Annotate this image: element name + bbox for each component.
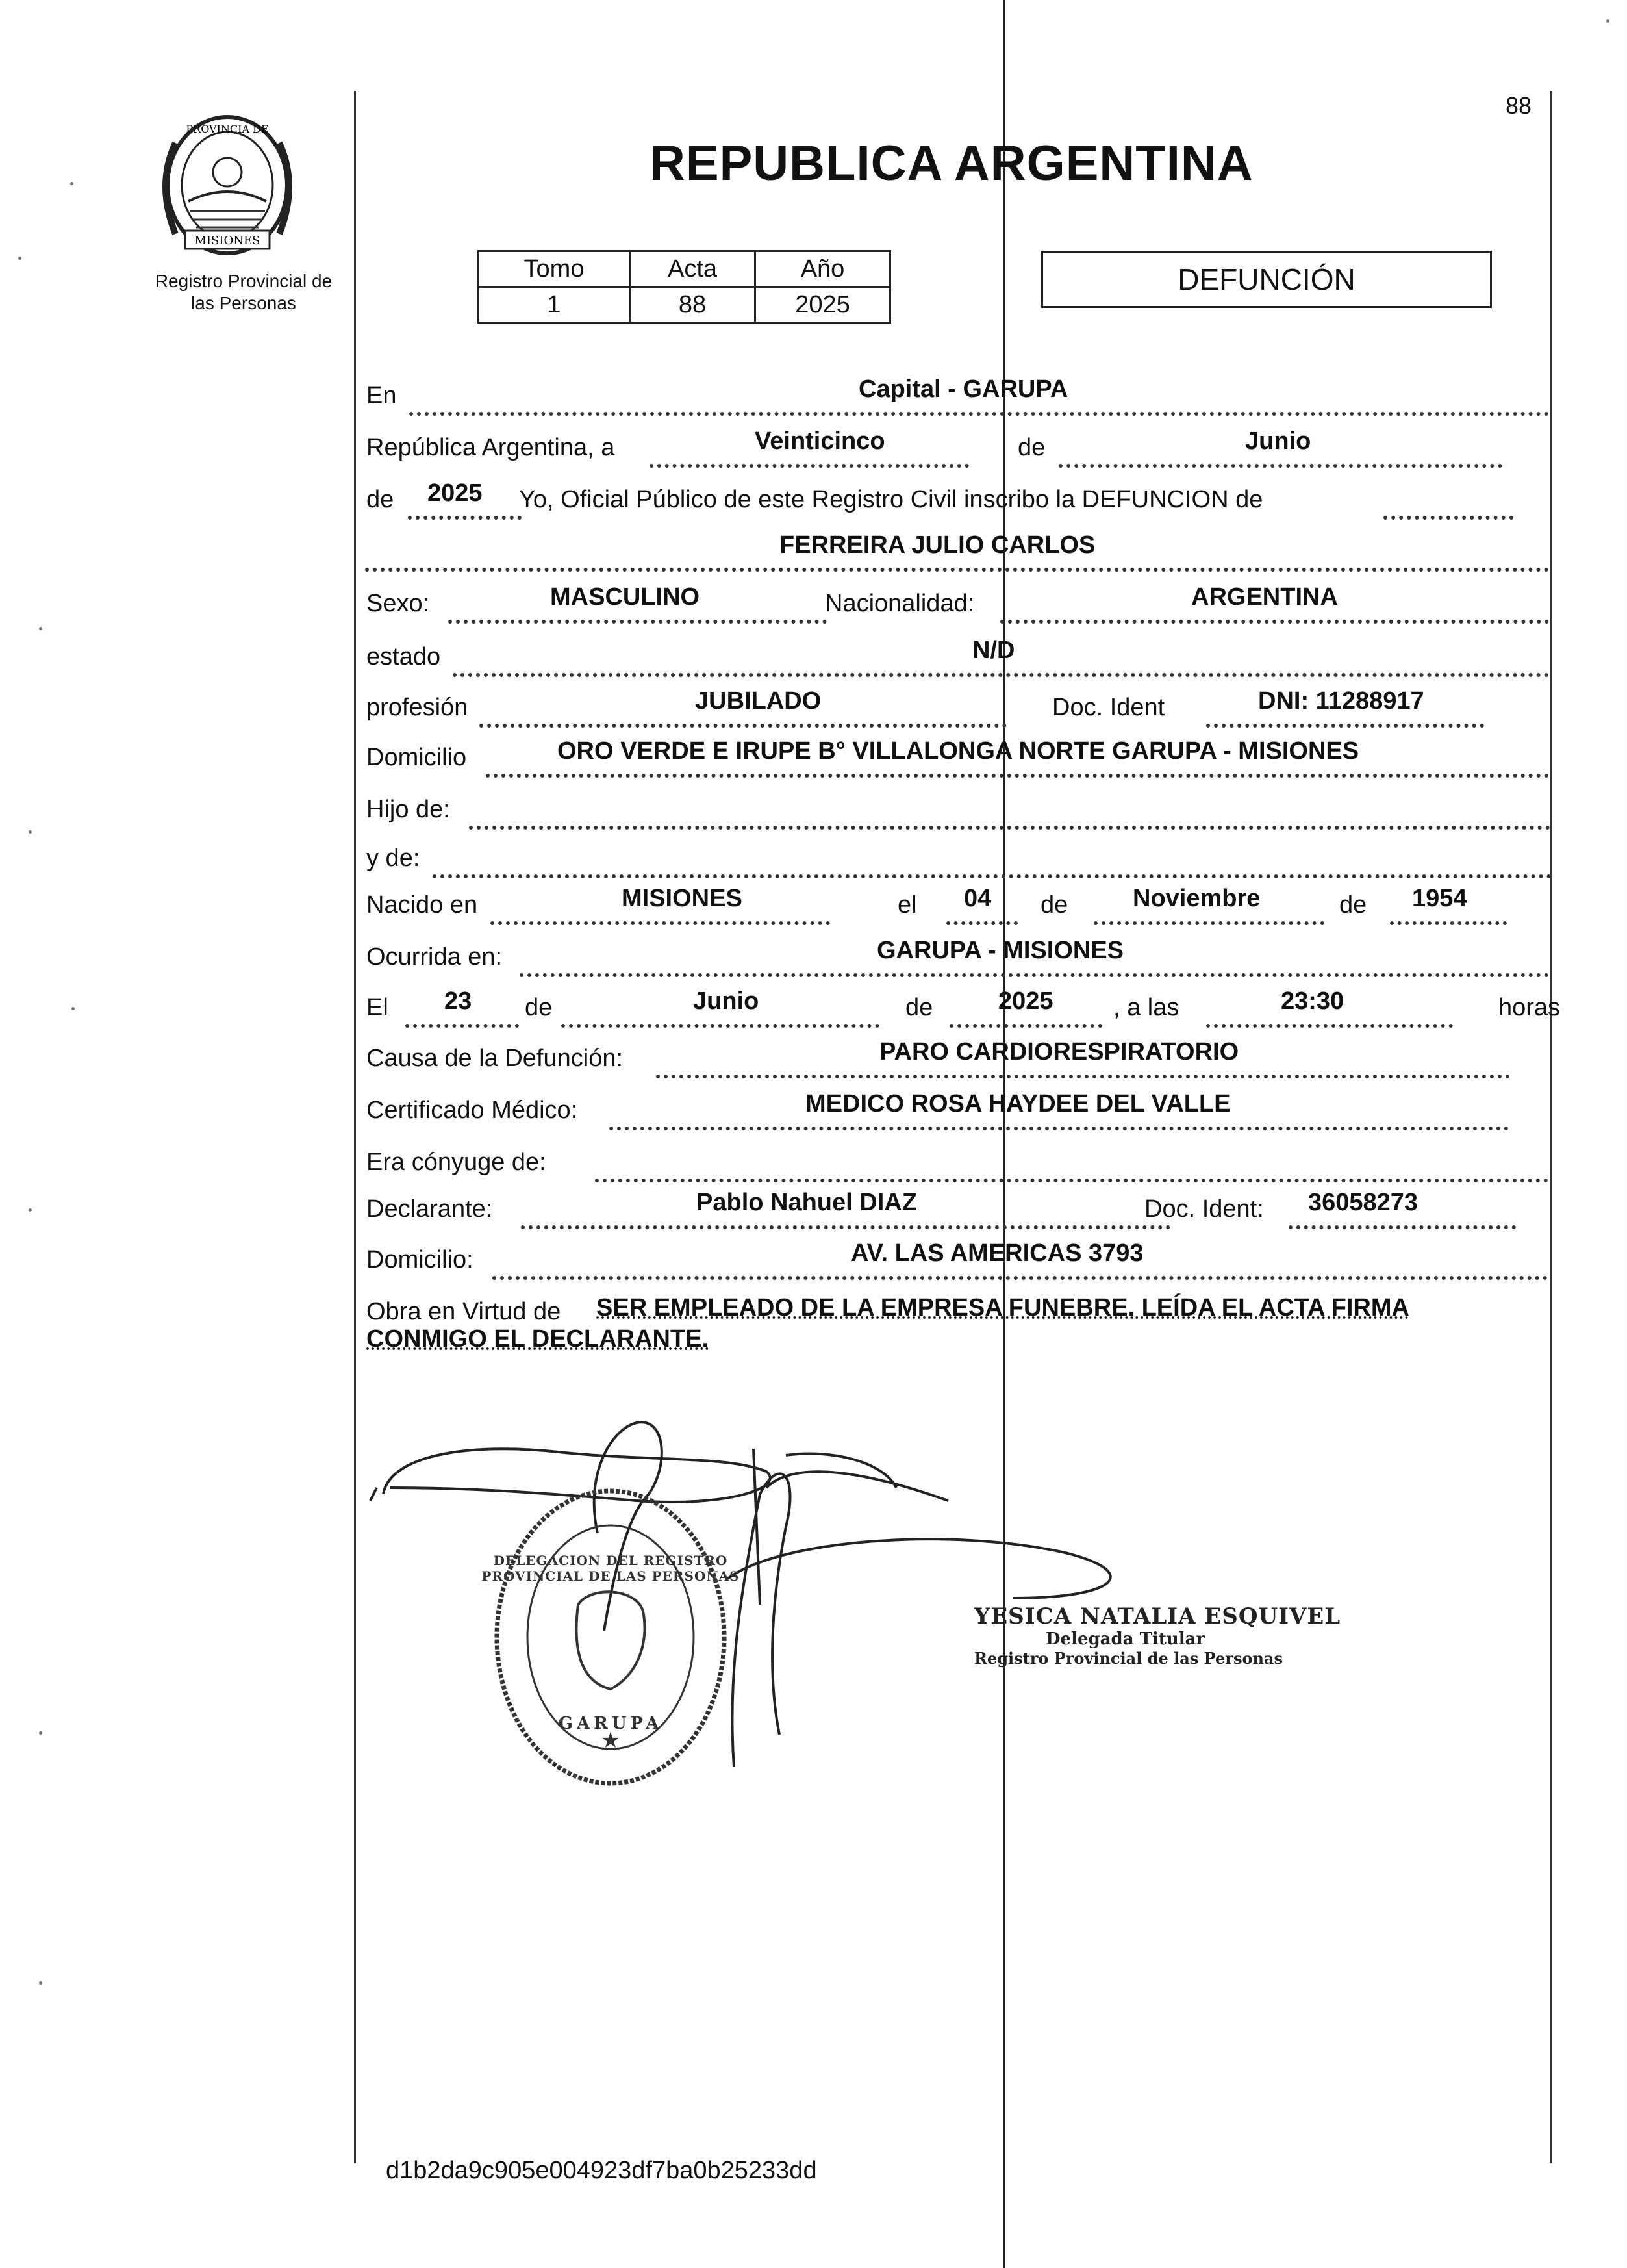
row-domicilio xyxy=(365,737,1550,778)
birth-month: Noviembre xyxy=(1133,885,1261,912)
death-month: Junio xyxy=(693,987,759,1015)
acta-header: Acta xyxy=(630,251,755,287)
el-label: el xyxy=(898,891,917,919)
dotted-line xyxy=(656,1075,1510,1078)
row-certificado xyxy=(365,1090,1550,1130)
dotted-line xyxy=(561,1024,879,1028)
de-label: de xyxy=(1018,434,1046,461)
domicilio-value: ORO VERDE E IRUPE B° VILLALONGA NORTE GARUPA - MISIONES xyxy=(557,737,1359,765)
conyuge-label: Era cónyuge de: xyxy=(366,1149,546,1176)
scan-speck xyxy=(70,182,73,185)
signatory-name: YESICA NATALIA ESQUIVEL xyxy=(974,1603,1341,1629)
row-hijo xyxy=(365,789,1550,830)
row-sexo xyxy=(365,583,1550,624)
declarante-value: Pablo Nahuel DIAZ xyxy=(696,1189,917,1216)
obra-value-line1: SER EMPLEADO DE LA EMPRESA FUNEBRE. LEÍDA EL ACTA FIRMA xyxy=(596,1294,1409,1321)
tomo-header: Tomo xyxy=(479,251,630,287)
obra-value-line2: CONMIGO EL DECLARANTE. xyxy=(366,1325,709,1353)
day-value: Veinticinco xyxy=(755,427,885,455)
death-day: 23 xyxy=(444,987,472,1015)
profesion-value: JUBILADO xyxy=(695,687,822,715)
yde-label: y de: xyxy=(366,845,420,872)
row-causa xyxy=(365,1038,1550,1078)
row-declarante-domicilio xyxy=(365,1240,1550,1280)
nacionalidad-value: ARGENTINA xyxy=(1191,583,1338,611)
certificado-value: MEDICO ROSA HAYDEE DEL VALLE xyxy=(805,1090,1231,1117)
reference-header-row xyxy=(479,251,890,287)
page-number: 88 xyxy=(1506,92,1532,119)
alas-label: , a las xyxy=(1113,994,1179,1021)
anio-header: Año xyxy=(755,251,890,287)
dotted-line xyxy=(1289,1225,1516,1229)
signatory-role: Delegada Titular xyxy=(1046,1629,1205,1649)
reference-table xyxy=(477,250,891,324)
seal-ring-text: DELEGACION DEL REGISTRO PROVINCIAL DE LAS PERSONAS xyxy=(481,1553,740,1584)
scan-speck xyxy=(18,257,21,260)
document-type-box: DEFUNCIÓN xyxy=(1041,251,1492,308)
declarante-label: Declarante: xyxy=(366,1195,493,1223)
dotted-line xyxy=(448,620,827,624)
profesion-label: profesión xyxy=(366,694,468,721)
nacionalidad-label: Nacionalidad: xyxy=(825,590,975,617)
left-margin-line xyxy=(354,91,356,2163)
logo-text-top: PROVINCIA DE xyxy=(186,123,269,135)
coat-of-arms-icon xyxy=(149,104,305,266)
reference-value-row xyxy=(479,287,890,323)
scan-speck xyxy=(39,1981,42,1985)
document-hash: d1b2da9c905e004923df7ba0b25233dd xyxy=(386,2157,817,2184)
el-upper-label: El xyxy=(366,994,388,1021)
acta-value: 88 xyxy=(630,287,755,323)
dotted-line xyxy=(1390,921,1507,925)
causa-value: PARO CARDIORESPIRATORIO xyxy=(879,1038,1239,1065)
dotted-line xyxy=(405,1024,519,1028)
en-value: Capital - GARUPA xyxy=(859,376,1068,403)
row-nacido xyxy=(365,885,1550,925)
row-profesion xyxy=(365,687,1550,728)
birth-de2-label: de xyxy=(1339,891,1367,919)
birth-de1-label: de xyxy=(1041,891,1068,919)
birth-year: 1954 xyxy=(1412,885,1467,912)
scan-fold-line xyxy=(1003,0,1005,2268)
dotted-line xyxy=(520,973,1549,977)
scan-speck xyxy=(71,1007,75,1010)
dotted-line xyxy=(1206,1024,1453,1028)
dotted-line xyxy=(409,412,1549,416)
registry-label-line2: las Personas xyxy=(191,293,296,313)
sexo-label: Sexo: xyxy=(366,590,430,617)
registry-label xyxy=(136,270,351,314)
signatory-office: Registro Provincial de las Personas xyxy=(974,1649,1283,1668)
dotted-line xyxy=(521,1225,1170,1229)
tomo-value: 1 xyxy=(479,287,630,323)
month-value: Junio xyxy=(1245,427,1311,455)
row-en xyxy=(365,376,1550,416)
dotted-line xyxy=(1383,516,1513,520)
dotted-line xyxy=(408,516,522,520)
dotted-line xyxy=(1094,921,1324,925)
nacido-value: MISIONES xyxy=(622,885,742,912)
signatory-block xyxy=(974,1603,1341,1668)
doc-ident-label: Doc. Ident xyxy=(1052,694,1165,721)
horas-label: horas xyxy=(1498,994,1561,1021)
dotted-line xyxy=(1000,620,1549,624)
row-ocurrida xyxy=(365,937,1550,977)
dotted-line xyxy=(950,1024,1102,1028)
seal-bottom-text: GARUPA xyxy=(558,1714,663,1733)
dotted-line xyxy=(492,1276,1548,1280)
logo-text-bottom: MISIONES xyxy=(194,234,260,248)
ocurrida-label: Ocurrida en: xyxy=(366,943,503,971)
row-estado xyxy=(365,637,1550,677)
row-death-date xyxy=(365,987,1561,1028)
row-deceased-name xyxy=(365,531,1550,572)
doc-ident-value: DNI: 11288917 xyxy=(1258,687,1424,715)
seal-text xyxy=(448,1553,773,1733)
domicilio-label: Domicilio xyxy=(366,744,467,771)
dotted-line xyxy=(946,921,1018,925)
dotted-line xyxy=(453,673,1549,677)
death-time: 23:30 xyxy=(1281,987,1344,1015)
row-republica xyxy=(365,427,1550,468)
seal-bottom-star-icon: ★ xyxy=(600,1728,621,1753)
decl-dom-label: Domicilio: xyxy=(366,1246,473,1273)
dotted-line xyxy=(486,774,1549,778)
row-obra xyxy=(365,1292,1550,1370)
dotted-line xyxy=(490,921,830,925)
deceased-name: FERREIRA JULIO CARLOS xyxy=(779,531,1096,559)
dotted-line xyxy=(650,464,969,468)
death-de2-label: de xyxy=(905,994,933,1021)
dotted-line xyxy=(609,1127,1509,1130)
certificado-label: Certificado Médico: xyxy=(366,1097,578,1124)
causa-label: Causa de la Defunción: xyxy=(366,1045,624,1072)
scan-speck xyxy=(39,1731,42,1735)
dotted-line xyxy=(365,568,1549,572)
decl-dom-value: AV. LAS AMERICAS 3793 xyxy=(851,1240,1144,1267)
dotted-line xyxy=(1206,724,1484,728)
estado-label: estado xyxy=(366,643,441,670)
dotted-line xyxy=(433,874,1552,878)
row-yde xyxy=(365,838,1550,878)
obra-label: Obra en Virtud de xyxy=(366,1298,561,1325)
dotted-line xyxy=(1059,464,1502,468)
sexo-value: MASCULINO xyxy=(550,583,700,611)
year-value: 2025 xyxy=(427,479,483,507)
en-label: En xyxy=(366,382,397,409)
statement-text: Yo, Oficial Público de este Registro Civil inscribo la DEFUNCION de xyxy=(519,486,1263,513)
page-title: REPUBLICA ARGENTINA xyxy=(650,136,1254,191)
year-de-label: de xyxy=(366,486,394,513)
decl-doc-label: Doc. Ident: xyxy=(1144,1195,1264,1223)
estado-value: N/D xyxy=(972,637,1015,664)
death-de1-label: de xyxy=(525,994,553,1021)
ocurrida-value: GARUPA - MISIONES xyxy=(877,937,1124,964)
hijo-label: Hijo de: xyxy=(366,796,450,823)
decl-doc-value: 36058273 xyxy=(1308,1189,1419,1216)
misiones-coat-of-arms xyxy=(149,104,305,266)
row-declarante xyxy=(365,1189,1550,1229)
row-conyuge xyxy=(365,1142,1550,1182)
scan-speck xyxy=(29,1208,32,1212)
birth-day: 04 xyxy=(964,885,992,912)
dotted-line xyxy=(469,826,1550,830)
signature-area xyxy=(364,1397,1533,1800)
dotted-line xyxy=(595,1179,1548,1182)
row-statement xyxy=(365,479,1550,520)
dotted-line xyxy=(479,724,1007,728)
registry-label-line1: Registro Provincial de xyxy=(155,271,333,291)
scan-speck xyxy=(1606,19,1609,23)
death-year: 2025 xyxy=(998,987,1053,1015)
nacido-label: Nacido en xyxy=(366,891,478,919)
scan-speck xyxy=(39,627,42,630)
republica-label: República Argentina, a xyxy=(366,434,615,461)
scan-speck xyxy=(29,830,32,834)
anio-value: 2025 xyxy=(755,287,890,323)
